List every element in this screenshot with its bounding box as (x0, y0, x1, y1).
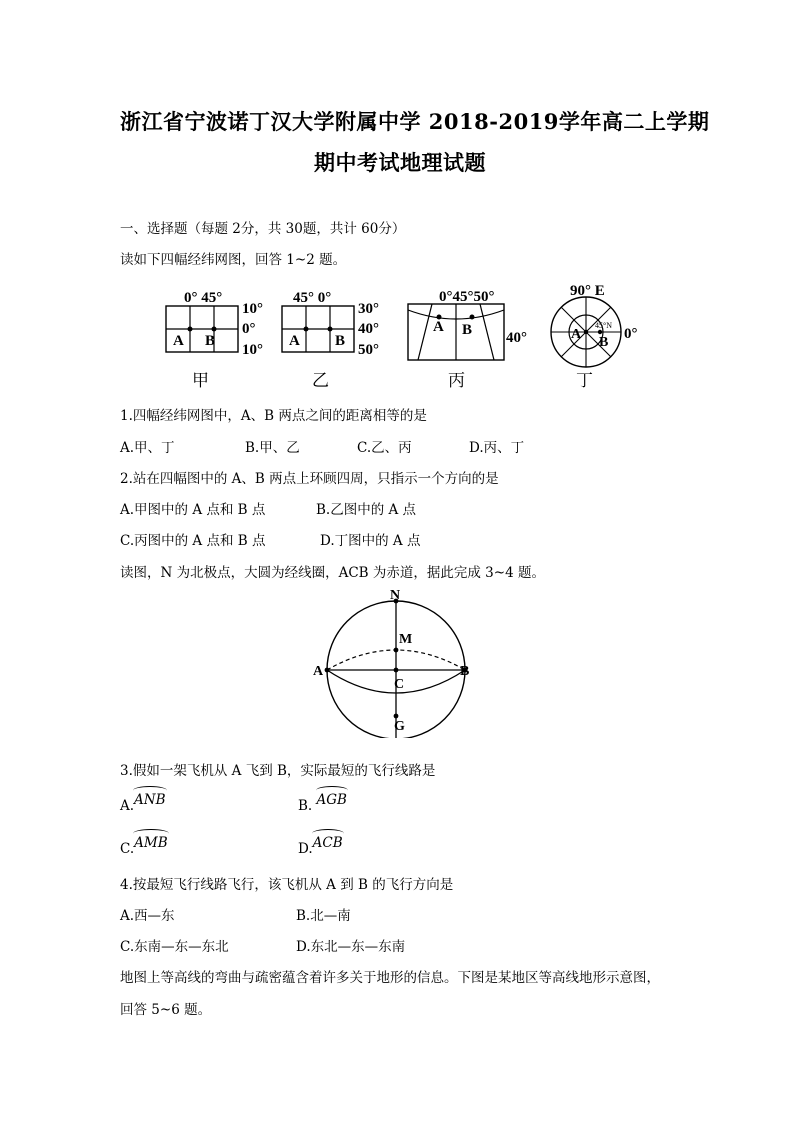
label-c: C (394, 677, 405, 692)
great-circle-figure (308, 584, 483, 738)
jia-top-labels: 0° 45° (184, 290, 223, 306)
q4-option-b: B.北—南 (296, 908, 351, 924)
ding-point-a: A (571, 327, 582, 342)
bing-point-b: B (462, 322, 473, 338)
yi-top-labels: 45° 0° (293, 290, 332, 306)
q3-option-d: D.ACB (298, 835, 343, 857)
jia-caption: 甲 (192, 371, 209, 390)
jia-lat-2: 0° (242, 321, 256, 337)
label-g: G (394, 719, 405, 734)
intro-q5-6-line1: 地图上等高线的弯曲与疏密蕴含着许多关于地形的信息。下图是某地区等高线地形示意图， (120, 970, 660, 986)
q2-option-c: C.丙图中的 A 点和 B 点 (120, 533, 266, 549)
q1-option-d: D.丙、丁 (469, 440, 525, 456)
intro-q3-4: 读图，N 为北极点，大圆为经线圈，ACB 为赤道，据此完成 3~4 题。 (120, 565, 545, 581)
q1-stem: 1.四幅经纬网图中，A、B 两点之间的距离相等的是 (120, 408, 427, 424)
q4-option-d: D.东北—东—东南 (296, 939, 406, 955)
yi-caption: 乙 (312, 371, 329, 390)
map-bing (408, 289, 527, 390)
jia-lat-1: 10° (242, 301, 263, 317)
graticule-figure (150, 280, 650, 395)
bing-point-a: A (433, 319, 444, 335)
q2-option-b: B.乙图中的 A 点 (316, 502, 417, 518)
q3-option-c: C.AMB (120, 835, 168, 857)
map-jia (166, 290, 263, 390)
q1-option-c: C.乙、丙 (357, 440, 412, 456)
yi-lat-2: 40° (358, 321, 379, 337)
q4-option-a: A.西—东 (120, 908, 175, 924)
intro-q1-2: 读如下四幅经纬网图，回答 1~2 题。 (120, 252, 347, 268)
ding-small-label: 45°N (595, 321, 612, 330)
yi-lat-3: 50° (358, 342, 379, 358)
q3-stem: 3.假如一架飞机从 A 飞到 B，实际最短的飞行线路是 (120, 763, 436, 779)
bing-caption: 丙 (448, 371, 465, 390)
q2-option-d: D.丁图中的 A 点 (320, 533, 421, 549)
label-m: M (399, 632, 413, 647)
ding-caption: 丁 (576, 371, 593, 390)
bing-top-labels: 0°45°50° (439, 289, 495, 305)
page-title-line1: 浙江省宁波诺丁汉大学附属中学 2018-2019学年高二上学期 (120, 109, 710, 134)
q4-stem: 4.按最短飞行线路飞行，该飞机从 A 到 B 的飞行方向是 (120, 877, 454, 893)
q3-option-b: B. AGB (298, 792, 347, 814)
ding-right-label: 0° (624, 326, 638, 342)
intro-q5-6-line2: 回答 5~6 题。 (120, 1002, 212, 1018)
jia-point-b: B (205, 333, 216, 349)
map-yi (282, 290, 379, 390)
label-n: N (390, 588, 401, 603)
label-a: A (313, 664, 324, 679)
jia-point-a: A (173, 333, 184, 349)
yi-point-b: B (335, 333, 346, 349)
yi-point-a: A (289, 333, 300, 349)
yi-lat-1: 30° (358, 301, 379, 317)
q2-stem: 2.站在四幅图中的 A、B 两点上环顾四周，只指示一个方向的是 (120, 471, 499, 487)
bing-lat-1: 40° (506, 330, 527, 346)
map-ding (551, 283, 638, 390)
page-title-line2: 期中考试地理试题 (314, 150, 486, 175)
jia-lat-3: 10° (242, 342, 263, 358)
q1-option-a: A.甲、丁 (120, 440, 175, 456)
q4-option-c: C.东南—东—东北 (120, 939, 229, 955)
section-heading: 一、选择题（每题 2分，共 30题，共计 60分） (120, 221, 406, 237)
ding-point-b: B (599, 335, 609, 350)
label-b: B (460, 664, 470, 679)
ding-top-label: 90° E (570, 283, 605, 299)
q3-option-a: A.ANB (120, 792, 166, 814)
q1-option-b: B.甲、乙 (245, 440, 300, 456)
q2-option-a: A.甲图中的 A 点和 B 点 (120, 502, 266, 518)
